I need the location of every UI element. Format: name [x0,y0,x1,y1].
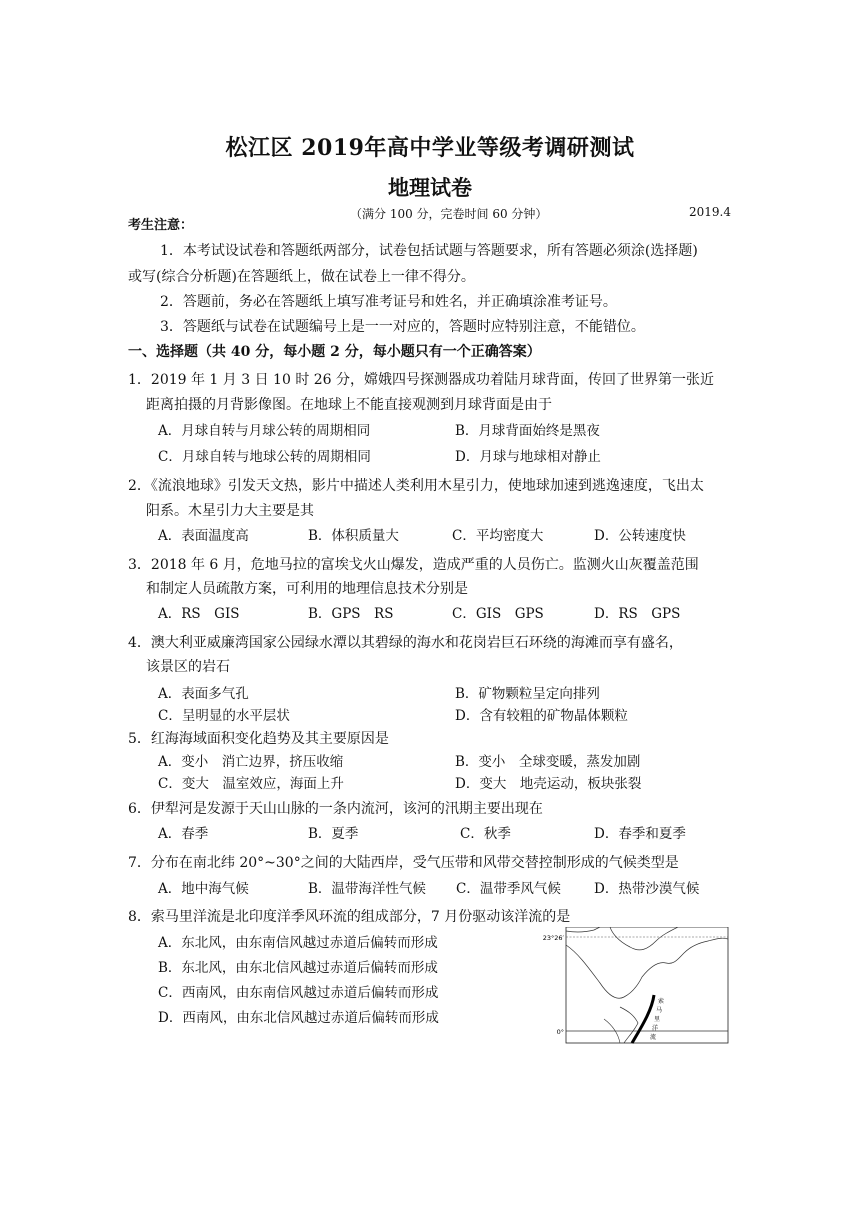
question-2-option-d[interactable]: D．公转速度快 [594,528,686,544]
question-1-line-1: 1．2019 年 1 月 3 日 10 时 26 分，嫦娥四号探测器成功着陆月球背面，传回了世界第一张近 [128,372,715,388]
question-5-option-b[interactable]: B．变小 全球变暖，蒸发加剧 [455,754,641,770]
exam-title: 松江区 2019年高中学业等级考调研测试 [225,135,635,161]
question-3-line-1: 3．2018 年 6 月，危地马拉的富埃戈火山爆发，造成严重的人员伤亡。监测火山灰覆盖范围 [128,557,699,573]
exam-date: 2019.4 [689,205,731,219]
question-6-line-1: 6．伊犁河是发源于天山山脉的一条内流河，该河的汛期主要出现在 [128,801,543,817]
current-char-1: 索 [658,998,665,1005]
current-char-4: 洋 [652,1025,659,1032]
question-5-line-1: 5．红海海域面积变化趋势及其主要原因是 [128,731,389,747]
notice-item-1-cont: 或写(综合分析题)在答题纸上，做在试卷上一律不得分。 [128,269,475,285]
question-3-option-a[interactable]: A．RS GIS [158,606,240,622]
question-4-line-1: 4．澳大利亚威廉湾国家公园绿水潭以其碧绿的海水和花岗岩巨石环绕的海滩而享有盛名， [128,635,683,651]
somali-current-map [538,927,730,1045]
question-1-option-d[interactable]: D．月球与地球相对静止 [455,449,601,465]
question-3-option-b[interactable]: B．GPS RS [308,606,394,622]
question-2-line-2: 阳系。木星引力大主要是其 [146,503,314,519]
question-5-option-d[interactable]: D．变大 地壳运动，板块张裂 [455,776,642,792]
question-2-line-1: 2．《流浪地球》引发天文热，影片中描述人类利用木星引力，使地球加速到逃逸速度，飞出太 [128,478,704,494]
notice-item-2: 2．答题前，务必在答题纸上填写准考证号和姓名，并正确填涂准考证号。 [160,294,617,310]
map-frame [566,927,728,1043]
map-label-equator: 0° [556,1028,564,1036]
map-label-tropic: 23°26′ [542,934,564,942]
question-1-option-b[interactable]: B．月球背面始终是黑夜 [455,423,600,439]
question-4-option-a[interactable]: A．表面多气孔 [158,686,249,702]
question-3-line-2: 和制定人员疏散方案，可利用的地理信息技术分别是 [146,581,468,597]
coastline-north [566,927,678,950]
coastline-arabia [566,938,728,998]
exam-subtitle: 地理试卷 [388,175,472,200]
question-2-option-a[interactable]: A．表面温度高 [158,528,249,544]
notice-item-1: 1．本考试设试卷和答题纸两部分，试卷包括试题与答题要求，所有答题必须涂(选择题) [160,243,698,259]
question-7-option-d[interactable]: D．热带沙漠气候 [594,881,700,897]
question-8-option-d[interactable]: D．西南风，由东北信风越过赤道后偏转而形成 [158,1010,439,1026]
question-4-option-c[interactable]: C．呈明显的水平层状 [158,708,290,724]
question-6-option-a[interactable]: A．春季 [158,826,209,842]
question-4-option-b[interactable]: B．矿物颗粒呈定向排列 [455,686,600,702]
question-7-line-1: 7．分布在南北纬 20°~30°之间的大陆西岸，受气压带和风带交替控制形成的气候类型是 [128,855,679,871]
question-1-line-2: 距离拍摄的月背影像图。在地球上不能直接观测到月球背面是由于 [146,397,552,413]
current-char-3: 里 [654,1016,661,1023]
question-6-option-d[interactable]: D．春季和夏季 [594,826,686,842]
question-8-option-c[interactable]: C．西南风，由东南信风越过赤道后偏转而形成 [158,985,439,1001]
question-4-option-d[interactable]: D．含有较粗的矿物晶体颗粒 [455,708,628,724]
question-2-option-b[interactable]: B．体积质量大 [308,528,399,544]
question-8-option-a[interactable]: A．东北风，由东南信风越过赤道后偏转而形成 [158,935,438,951]
question-5-option-a[interactable]: A．变小 消亡边界，挤压收缩 [158,754,344,770]
question-1-option-c[interactable]: C．月球自转与地球公转的周期相同 [158,449,371,465]
question-3-option-c[interactable]: C．GIS GPS [452,606,544,622]
notice-item-3: 3．答题纸与试卷在试题编号上是一一对应的，答题时应特别注意，不能错位。 [160,319,645,335]
question-6-option-b[interactable]: B．夏季 [308,826,359,842]
exam-meta: （满分 100 分，完卷时间 60 分钟） [350,207,548,221]
current-char-5: 流 [650,1034,657,1041]
question-4-line-2: 该景区的岩石 [146,659,230,675]
question-8-option-b[interactable]: B．东北风，由东北信风越过赤道后偏转而形成 [158,960,438,976]
section-heading: 一、选择题（共 40 分，每小题 2 分，每小题只有一个正确答案） [128,344,541,360]
notice-heading: 考生注意： [128,218,194,233]
question-1-option-a[interactable]: A．月球自转与月球公转的周期相同 [158,423,371,439]
question-7-option-c[interactable]: C．温带季风气候 [456,881,561,897]
question-8-line-1: 8．索马里洋流是北印度洋季风环流的组成部分，7 月份驱动该洋流的是 [128,909,571,925]
question-2-option-c[interactable]: C．平均密度大 [452,528,544,544]
question-5-option-c[interactable]: C．变大 温室效应，海面上升 [158,776,344,792]
question-3-option-d[interactable]: D．RS GPS [594,606,681,622]
question-7-option-b[interactable]: B．温带海洋性气候 [308,881,426,897]
question-7-option-a[interactable]: A．地中海气候 [158,881,249,897]
current-char-2: 马 [656,1007,663,1014]
question-6-option-c[interactable]: C．秋季 [460,826,511,842]
